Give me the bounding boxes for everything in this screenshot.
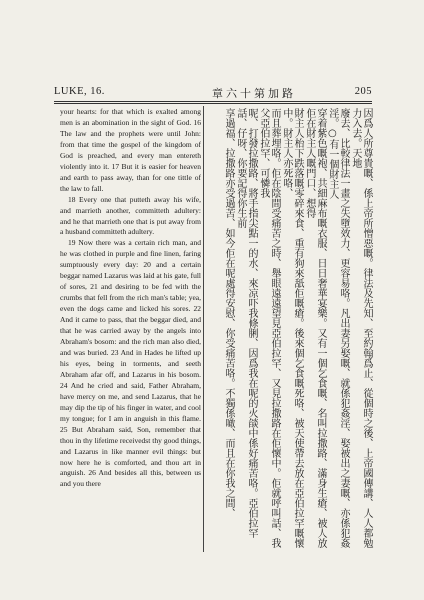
- chinese-column: 廢去、比較律法一畫之失墮效力、更容易咯。凡出妻另娶嘅、就係犯姦淫、娶被出之妻嘅、亦係犯姦淫。○有一個財主人: [326, 108, 349, 548]
- chinese-column: 呢、打發拉撒路、將手指尖點一的水、來凉吓我條脷、因爲我在呢的火燄中係好痛苦咯。亞伯拉罕話、仔呀、你要記得你生前: [234, 108, 257, 538]
- english-paragraph: your hearts: for that which is exalted among men is an abomination in the sight of God. 16 The law and the prophets were until John: from that time the gospel of the kingdom of God is preached, and every man entereth violently into it. 17 But it is easier for heaven and earth to pass away, than for one tittle of the law to fall.: [60, 107, 201, 193]
- chinese-column: 因爲人所尊貴嘅、係上帝所憎惡嘅。律法及先知、至約翰爲止、從個時之後、上帝國傳講、人人都勉力入去。天地: [349, 108, 372, 548]
- header-rule-thin: [54, 103, 372, 104]
- chinese-column: 穿着紫色嘅袍、共細麻布嘅衣服、日日奢華宴樂。又有一個乞食嘅、名叫拉撒路、滿身生瘡、被人放佢在財主人嘅門口、想得: [303, 108, 326, 548]
- page-number: 205: [354, 86, 372, 97]
- header-rule: [54, 101, 372, 102]
- book-chapter-label: LUKE, 16.: [54, 86, 105, 97]
- english-paragraph: 18 Every one that putteth away his wife, and marrieth another, committeth adultery: and he that marrieth one that is put away from a husband committeth adultery.: [60, 194, 201, 237]
- chinese-column: 享過福、拉撒路亦受過苦、如今佢在呢處得安慰、你受痛苦咯。不獨係噉、而且在你我之間、: [223, 108, 234, 518]
- column-divider: [203, 106, 204, 552]
- chinese-text-block: [206, 108, 372, 552]
- running-header: [54, 86, 372, 100]
- english-paragraph: 19 Now there was a certain rich man, and he was clothed in purple and fine linen, faring sumptuously every day: 20 and a certain beggar named Lazarus was laid at his gate, full of sores, 21 and desiring to be fed with the crumbs that fell from the rich man's table; yea, even the dogs came and licked his sores. 22 And it came to pass, that the beggar died, and that he was carried away by the angels into Abraham's bosom: and the rich man also died, and was buried. 23 And in Hades he lifted up his eyes, being in torments, and seeth Abraham afar off, and Lazarus in his bosom. 24 And he cried and said, Father Abraham, have mercy on me, and send Lazarus, that he may dip the tip of his finger in water, and cool my tongue; for I am in anguish in this flame. 25 But Abraham said, Son, remember that thou in thy lifetime receivedst thy good things, and Lazarus in like manner evil things: but now here he is comforted, and thou art in anguish. 26 And besides all this, between us and you there: [60, 238, 201, 489]
- english-text-column: [60, 107, 201, 490]
- chinese-column: 財主人枱下跌落嘅零碎來食、重有狗來舐佢嘅瘡。後來個乞食嘅死咯、被天使帶去放在亞伯拉罕嘅懷中。財主人亦死咯、: [280, 108, 303, 548]
- chinese-column: 而且葬埋咯。佢在陰間受痛苦之時、舉眼遠遠望見亞伯拉罕、又見拉撒路在佢懷中。佢就呼叫話、我父亞伯拉罕、可憐我: [257, 108, 280, 548]
- chinese-chapter-title: 章六十第加路: [212, 88, 296, 100]
